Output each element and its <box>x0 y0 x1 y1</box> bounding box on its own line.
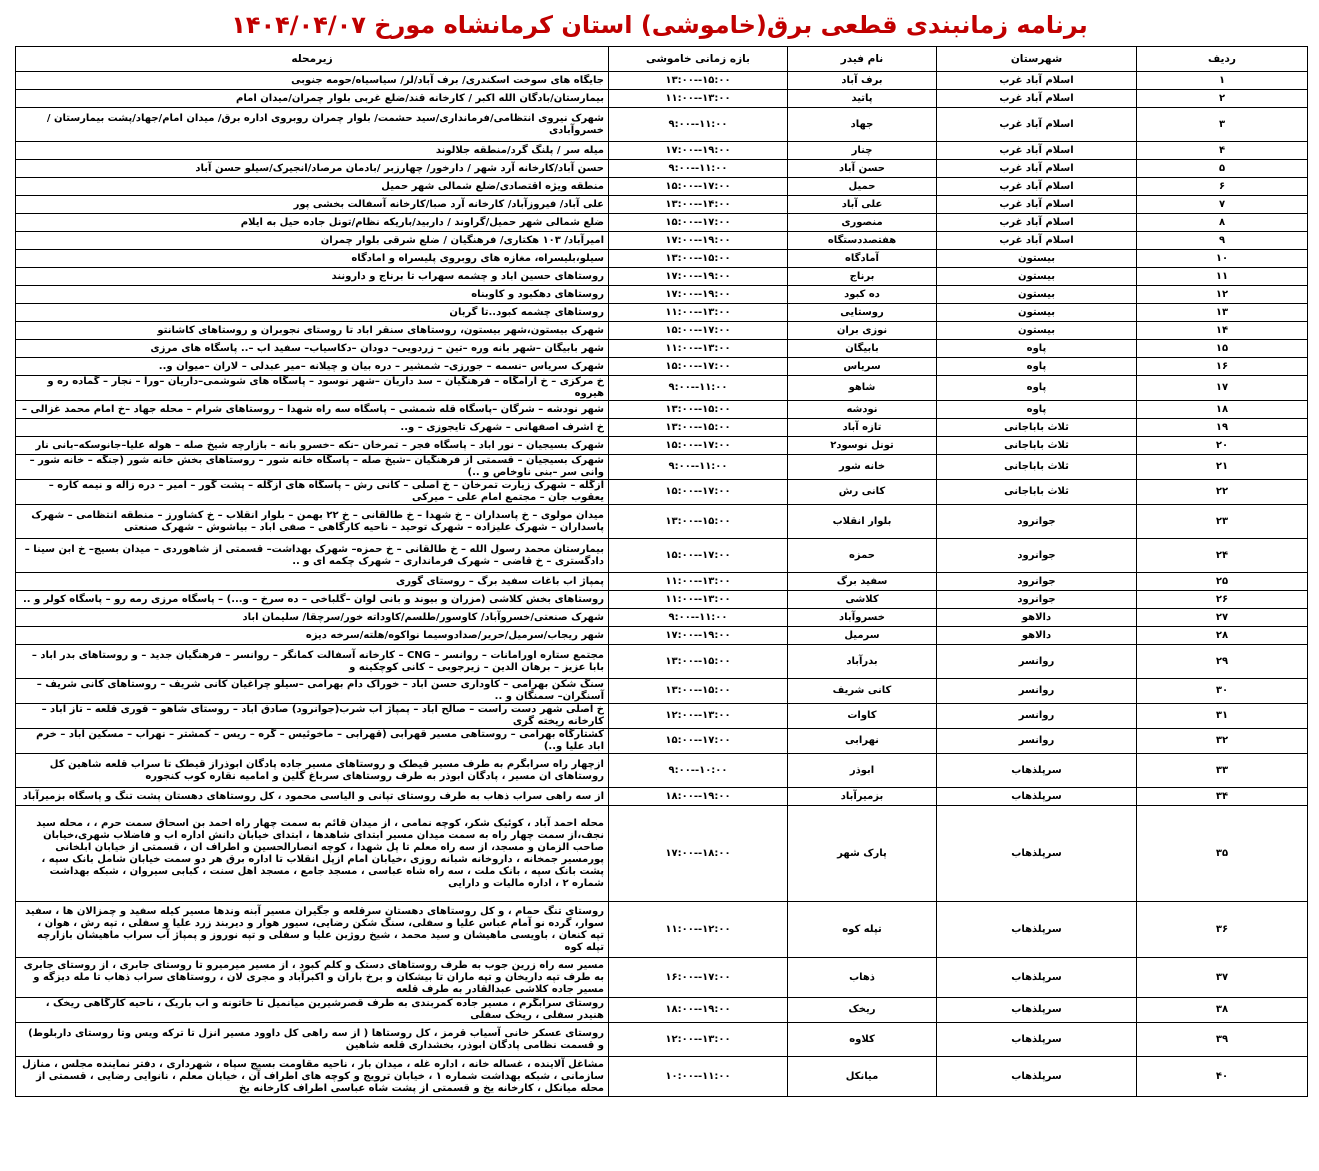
time-window-cell: ۱۸:۰۰--۱۹:۰۰ <box>609 788 788 806</box>
area-cell: شهر نودشه – شرگان –پاسگاه قله شمشی – پاسگاه سه راه شهدا – روستاهای شرام – محله جهاد –خ امام محمد غزالی – <box>16 401 609 419</box>
area-cell: روستای سرابگرم ، مسیر جاده کمربندی به طرف قصرشیرین میانمیل تا خاتونه و اب باریک ، ناحیه کارگاهی ریخک ، هنیدر سفلی ، ریخک سفلی <box>16 998 609 1023</box>
feeder-cell: برف آباد <box>788 72 937 90</box>
city-cell: اسلام آباد غرب <box>937 232 1137 250</box>
table-row <box>16 196 1308 214</box>
feeder-cell: سریاس <box>788 358 937 376</box>
table-row <box>16 304 1308 322</box>
area-cell: علی آباد/ فیروزآباد/ کارخانه آرد صبا/کارخانه آسفالت بخشی پور <box>16 196 609 214</box>
feeder-cell: سرمیل <box>788 627 937 645</box>
table-row <box>16 902 1308 958</box>
time-window-cell: ۹:۰۰--۱۱:۰۰ <box>609 108 788 142</box>
table-row <box>16 322 1308 340</box>
feeder-cell: ابوذر <box>788 754 937 788</box>
city-cell: اسلام آباد غرب <box>937 72 1137 90</box>
header-area: زیرمحله <box>16 47 609 72</box>
row-number: ۷ <box>1137 196 1308 214</box>
city-cell: پاوه <box>937 401 1137 419</box>
city-cell: جوانرود <box>937 539 1137 573</box>
city-cell: اسلام آباد غرب <box>937 160 1137 178</box>
city-cell: اسلام آباد غرب <box>937 108 1137 142</box>
table-row <box>16 573 1308 591</box>
area-cell: روستاهای دهکبود و کاوبناه <box>16 286 609 304</box>
table-row <box>16 340 1308 358</box>
time-window-cell: ۱۳:۰۰--۱۵:۰۰ <box>609 679 788 704</box>
row-number: ۴ <box>1137 142 1308 160</box>
time-window-cell: ۱۳:۰۰--۱۵:۰۰ <box>609 401 788 419</box>
row-number: ۱۹ <box>1137 419 1308 437</box>
feeder-cell: سفید برگ <box>788 573 937 591</box>
row-number: ۳۵ <box>1137 806 1308 902</box>
area-cell: جایگاه های سوخت اسکندری/ برف آباد/لر/ سیاسیاه/حومه جنوبی <box>16 72 609 90</box>
time-window-cell: ۱۵:۰۰--۱۷:۰۰ <box>609 214 788 232</box>
table-row <box>16 704 1308 729</box>
table-row <box>16 627 1308 645</box>
table-row <box>16 419 1308 437</box>
row-number: ۳۶ <box>1137 902 1308 958</box>
city-cell: بیستون <box>937 304 1137 322</box>
feeder-cell: شاهو <box>788 376 937 401</box>
row-number: ۲۲ <box>1137 480 1308 505</box>
table-row <box>16 214 1308 232</box>
table-row <box>16 591 1308 609</box>
city-cell: اسلام آباد غرب <box>937 178 1137 196</box>
time-window-cell: ۱۶:۰۰--۱۷:۰۰ <box>609 958 788 998</box>
table-row <box>16 437 1308 455</box>
area-cell: پمپاژ اب باغات سفید برگ – روستای گوری <box>16 573 609 591</box>
table-row <box>16 358 1308 376</box>
row-number: ۳۳ <box>1137 754 1308 788</box>
time-window-cell: ۹:۰۰--۱۱:۰۰ <box>609 160 788 178</box>
time-window-cell: ۱۳:۰۰--۱۴:۰۰ <box>609 196 788 214</box>
time-window-cell: ۱۳:۰۰--۱۵:۰۰ <box>609 72 788 90</box>
feeder-cell: خسروآباد <box>788 609 937 627</box>
city-cell: دالاهو <box>937 609 1137 627</box>
table-row <box>16 645 1308 679</box>
city-cell: سرپلذهاب <box>937 788 1137 806</box>
table-row <box>16 401 1308 419</box>
area-cell: میله سر / پلنگ گرد/منطقه جلالوند <box>16 142 609 160</box>
table-row <box>16 505 1308 539</box>
feeder-cell: هفتصددستگاه <box>788 232 937 250</box>
feeder-cell: چنار <box>788 142 937 160</box>
table-row <box>16 232 1308 250</box>
row-number: ۳۸ <box>1137 998 1308 1023</box>
time-window-cell: ۹:۰۰--۱۱:۰۰ <box>609 376 788 401</box>
city-cell: سرپلذهاب <box>937 1057 1137 1097</box>
table-row <box>16 480 1308 505</box>
row-number: ۲۴ <box>1137 539 1308 573</box>
feeder-cell: نودشه <box>788 401 937 419</box>
time-window-cell: ۱۳:۰۰--۱۵:۰۰ <box>609 505 788 539</box>
city-cell: روانسر <box>937 729 1137 754</box>
row-number: ۳۱ <box>1137 704 1308 729</box>
page-title: برنامه زمانبندی قطعی برق(خاموشی) استان کرمانشاه مورخ ۱۴۰۴/۰۴/۰۷ <box>231 11 1088 39</box>
city-cell: روانسر <box>937 645 1137 679</box>
time-window-cell: ۱۱:۰۰--۱۳:۰۰ <box>609 340 788 358</box>
table-row <box>16 998 1308 1023</box>
area-cell: محله احمد آباد ، کوئیک شکر، کوچه نمامی ، از میدان قائم به سمت چهار راه احمد بن اسحاق سمت حرم ، ، محله سید نجف،از سمت چهار راه به سمت میدان مسیر ابتدای شاهدها ، ابتدای خیابان دانش اداره اب و فاضلاب شهری،خیابان صاحب الزمان و مسجد، از سه راه معلم تا پل شهدا ، کوچه انصارالحسین و اطراف ان ، قسمتی از خیابان ابلخانی پورمسیر جمخانه ، داروخانه شبانه روزی ،خیابان امام ازپل انقلاب تا اداره برق هر دو سمت خیابان شامل بانک سپه ، پشت بانک سپه ، بانک ملت ، سه راه شاه عباسی ، مسجد جامع ، مسجد اهل سنت ، کبابی سیروان ، شبکه بهداشت شماره ۲ ، اداره مالیات و دارایی <box>16 806 609 902</box>
area-cell: از سه راهی سراب ذهاب به طرف روستای تپانی و الیاسی محمود ، کل روستاهای دهستان پشت تنگ و پاسگاه بزمیرآباد <box>16 788 609 806</box>
area-cell: ازگله – شهرک زیارت تمرخان – خ اصلی – کانی رش – پاسگاه های ازگله – پشت گور – امیر – دره زاله و نیمه کاره – یعقوب جان – مجتمع امام علی – میرکی <box>16 480 609 505</box>
city-cell: سرپلذهاب <box>937 902 1137 958</box>
area-cell: مجتمع ستاره اورامانات – روانسر – CNG – کارخانه آسفالت کمانگر – روانسر – فرهنگیان جدید – و روستاهای بدر اباد – بابا عزیز – برهان الدین – زیرجوبی – کانی کوچکینه و <box>16 645 609 679</box>
feeder-cell: تازه آباد <box>788 419 937 437</box>
city-cell: اسلام آباد غرب <box>937 142 1137 160</box>
area-cell: شهرک بسیجیان – نور اباد – پاسگاه فجر – تمرخان –نکه –خسرو بانه – بازارچه شیخ صله – هوله علیا–جانوسکه–بانی نار <box>16 437 609 455</box>
table-row <box>16 806 1308 902</box>
row-number: ۱۸ <box>1137 401 1308 419</box>
area-cell: مشاغل آلاینده ، غساله خانه ، اداره غله ، میدان بار ، ناحیه مقاومت بسیج سپاه ، شهرداری ، دفتر نماینده مجلس ، منازل سازمانی ، شبکه بهداشت شماره ۱ ، خیابان ترویج و کوچه های اطراف آن ، خیابان معلم ، نانوایی رضایی ، قسمتی از محله میانکل ، کارخانه یخ و قسمتی از پشت شاه عباسی اطراف کارخانه یخ <box>16 1057 609 1097</box>
feeder-cell: پارک شهر <box>788 806 937 902</box>
table-row <box>16 286 1308 304</box>
table-row <box>16 1023 1308 1057</box>
row-number: ۱۶ <box>1137 358 1308 376</box>
area-cell: کشتارگاه بهرامی – روستاهی مسیر قهرابی (قهرابی – ماخوئیس – گره – ریس – کمشتر – نهراب – مسکین اباد – خرم اباد علیا و..) <box>16 729 609 754</box>
feeder-cell: آمادگاه <box>788 250 937 268</box>
table-row <box>16 958 1308 998</box>
table-row <box>16 250 1308 268</box>
city-cell: روانسر <box>937 704 1137 729</box>
area-cell: منطقه ویژه اقتصادی/ضلع شمالی شهر حمیل <box>16 178 609 196</box>
area-cell: روستاهای حسین اباد و چشمه سهراب تا برناج و دارونند <box>16 268 609 286</box>
city-cell: بیستون <box>937 286 1137 304</box>
header-row-number: ردیف <box>1137 47 1308 72</box>
table-row <box>16 609 1308 627</box>
time-window-cell: ۱۷:۰۰--۱۹:۰۰ <box>609 268 788 286</box>
time-window-cell: ۱۲:۰۰--۱۳:۰۰ <box>609 1023 788 1057</box>
time-window-cell: ۱۳:۰۰--۱۵:۰۰ <box>609 250 788 268</box>
city-cell: بیستون <box>937 268 1137 286</box>
area-cell: مسیر سه راه زرین جوب به طرف روستاهای دستک و کلم کبود ، از مسیر میرمیرو تا روستای جابری ، از روستای جابری به طرف تپه داریخان و تپه ماران تا بیشکان و برخ باران و اکبرآباد و مجری لان ، روستاهای سراب ذهاب تا مله دیزگه و مسیر جاده کلاشی عبدالقادر به طرف قلعه <box>16 958 609 998</box>
city-cell: دالاهو <box>937 627 1137 645</box>
city-cell: اسلام آباد غرب <box>937 214 1137 232</box>
feeder-cell: منصوری <box>788 214 937 232</box>
city-cell: اسلام آباد غرب <box>937 90 1137 108</box>
city-cell: ثلاث باباجانی <box>937 419 1137 437</box>
feeder-cell: بدرآباد <box>788 645 937 679</box>
header-time-window: بازه زمانی خاموشی <box>609 47 788 72</box>
row-number: ۳۴ <box>1137 788 1308 806</box>
time-window-cell: ۱۵:۰۰--۱۷:۰۰ <box>609 539 788 573</box>
area-cell: شهرک سریاس –نسمه – جورزی– شمشیر – دره بیان و چیلانه –میر عبدلی – لاران –میوان و.. <box>16 358 609 376</box>
time-window-cell: ۱۷:۰۰--۱۹:۰۰ <box>609 286 788 304</box>
feeder-cell: بزمیرآباد <box>788 788 937 806</box>
row-number: ۱۵ <box>1137 340 1308 358</box>
table-row <box>16 754 1308 788</box>
area-cell: شهرک بیستون،شهر بیستون، روستاهای سنقر اباد تا روستای نجوبران و روستاهای کاشانتو <box>16 322 609 340</box>
feeder-cell: نوزی بران <box>788 322 937 340</box>
row-number: ۱۱ <box>1137 268 1308 286</box>
row-number: ۲ <box>1137 90 1308 108</box>
time-window-cell: ۱۸:۰۰--۱۹:۰۰ <box>609 998 788 1023</box>
city-cell: روانسر <box>937 679 1137 704</box>
row-number: ۳۲ <box>1137 729 1308 754</box>
feeder-cell: تپله کوه <box>788 902 937 958</box>
table-row <box>16 142 1308 160</box>
table-row <box>16 1057 1308 1097</box>
area-cell: شهر ریجاب/سرمیل/حریر/صدادوسیما نواکوه/هلته/سرخه دیزه <box>16 627 609 645</box>
table-row <box>16 376 1308 401</box>
feeder-cell: کلاوه <box>788 1023 937 1057</box>
time-window-cell: ۱۱:۰۰--۱۳:۰۰ <box>609 304 788 322</box>
area-cell: ازچهار راه سرابگرم به طرف مسیر قیطک و روستاهای مسیر جاده پادگان ابوذراز قیطک تا سراب قلعه شاهین کل روستاهای ان مسیر ، پادگان ابوذر به طرف روستاهای سرباغ گلین و امامیه نقاره کوب کنجوره <box>16 754 609 788</box>
time-window-cell: ۹:۰۰--۱۱:۰۰ <box>609 609 788 627</box>
time-window-cell: ۱۵:۰۰--۱۷:۰۰ <box>609 178 788 196</box>
area-cell: شهرک نیروی انتظامی/فرمانداری/سید حشمت/ بلوار چمران روبروی اداره برق/ میدان امام/جهاد/پشت بیمارستان / خسروآبادی <box>16 108 609 142</box>
city-cell: جوانرود <box>937 591 1137 609</box>
feeder-cell: خانه شور <box>788 455 937 480</box>
time-window-cell: ۱۱:۰۰--۱۳:۰۰ <box>609 591 788 609</box>
area-cell: بیمارستان محمد رسول الله – خ طالقانی – خ حمزه– شهرک بهداشت– قسمتی از شاهوردی – میدان بسیج– خ ابن سینا – دادگستری – خ قاضی – شهرک فرمانداری – شهرک چکمه ای و .. <box>16 539 609 573</box>
time-window-cell: ۱۷:۰۰--۱۸:۰۰ <box>609 806 788 902</box>
time-window-cell: ۱۳:۰۰--۱۵:۰۰ <box>609 645 788 679</box>
row-number: ۹ <box>1137 232 1308 250</box>
area-cell: شهرک بسیجیان – قسمتی از فرهنگیان –شیخ صله – پاسگاه خانه شور – روستاهای بخش خانه شور (جنگه – خانه شور –وانی سر –بنی ناوخاص و ..) <box>16 455 609 480</box>
time-window-cell: ۱۵:۰۰--۱۷:۰۰ <box>609 322 788 340</box>
feeder-cell: ده کبود <box>788 286 937 304</box>
row-number: ۳۰ <box>1137 679 1308 704</box>
feeder-cell: حسن آباد <box>788 160 937 178</box>
area-cell: روستای عسکر خانی آسیاب قرمز ، کل روستاها ( از سه راهی کل داوود مسیر انزل تا ترکه ویس وتا روستای داربلوط) و قسمت نظامی پادگان ابوذر، بخشداری قلعه شاهین <box>16 1023 609 1057</box>
time-window-cell: ۱۱:۰۰--۱۳:۰۰ <box>609 90 788 108</box>
time-window-cell: ۱۱:۰۰--۱۲:۰۰ <box>609 902 788 958</box>
time-window-cell: ۱۳:۰۰--۱۵:۰۰ <box>609 419 788 437</box>
area-cell: خ اصلی شهر دست راست – صالح اباد – پمپاژ اب شرب(جوانرود) صادق اباد – روستای شاهو – قوری قلعه – تاز اباد – کارخانه ریخته گری <box>16 704 609 729</box>
city-cell: بیستون <box>937 250 1137 268</box>
row-number: ۳ <box>1137 108 1308 142</box>
table-row <box>16 160 1308 178</box>
area-cell: شهر بابیگان –شهر بانه وره –تین – زردویی– دودان –دکاسیاب– سفید اب –.. پاسگاه های مرزی <box>16 340 609 358</box>
row-number: ۱۰ <box>1137 250 1308 268</box>
area-cell: روستاهای چشمه کبود..تا گربان <box>16 304 609 322</box>
row-number: ۲۹ <box>1137 645 1308 679</box>
city-cell: سرپلذهاب <box>937 958 1137 998</box>
city-cell: ثلاث باباجانی <box>937 437 1137 455</box>
time-window-cell: ۱۷:۰۰--۱۹:۰۰ <box>609 142 788 160</box>
time-window-cell: ۱۵:۰۰--۱۷:۰۰ <box>609 729 788 754</box>
table-row <box>16 788 1308 806</box>
area-cell: امیرآباد/ ۱۰۳ هکتاری/ فرهنگیان / ضلع شرقی بلوار چمران <box>16 232 609 250</box>
row-number: ۴۰ <box>1137 1057 1308 1097</box>
time-window-cell: ۹:۰۰--۱۱:۰۰ <box>609 455 788 480</box>
feeder-cell: بلوار انقلاب <box>788 505 937 539</box>
table-row <box>16 72 1308 90</box>
feeder-cell: جهاد <box>788 108 937 142</box>
feeder-cell: حمزه <box>788 539 937 573</box>
table-row <box>16 455 1308 480</box>
row-number: ۳۹ <box>1137 1023 1308 1057</box>
time-window-cell: ۱۵:۰۰--۱۷:۰۰ <box>609 480 788 505</box>
city-cell: ثلاث باباجانی <box>937 480 1137 505</box>
time-window-cell: ۱۲:۰۰--۱۳:۰۰ <box>609 704 788 729</box>
area-cell: حسن آباد/کارخانه آرد شهر / دارخور/ چهارزبر /بادمان مرصاد/انجیرک/سیلو حسن آباد <box>16 160 609 178</box>
feeder-cell: ریخک <box>788 998 937 1023</box>
feeder-cell: تونل نوسود۲ <box>788 437 937 455</box>
area-cell: میدان مولوی – خ پاسداران – خ شهدا – خ طالقانی – خ ۲۲ بهمن – بلوار انقلاب – خ کشاورز – منطقه انتظامی – شهرک پاسداران – شهرک علیزاده – شهرک توحید – ناحیه کارگاهی – صفی اباد – بیاشوش – شهرک صنعتی <box>16 505 609 539</box>
feeder-cell: نهرابی <box>788 729 937 754</box>
table-row <box>16 539 1308 573</box>
table-row <box>16 108 1308 142</box>
city-cell: جوانرود <box>937 573 1137 591</box>
feeder-cell: پاتید <box>788 90 937 108</box>
city-cell: پاوه <box>937 358 1137 376</box>
row-number: ۶ <box>1137 178 1308 196</box>
feeder-cell: علی آباد <box>788 196 937 214</box>
feeder-cell: حمیل <box>788 178 937 196</box>
feeder-cell: کاوات <box>788 704 937 729</box>
row-number: ۲۱ <box>1137 455 1308 480</box>
row-number: ۱۳ <box>1137 304 1308 322</box>
area-cell: روستای تنگ حمام ، و کل روستاهای دهستان سرقلعه و جگیران مسیر آبنه وندها مسیر کیله سفید و چمزالان ها ، سفید سوار، گرده نو آمام عباس علیا و سفلی، سنگ شکن رضایی، سیور هوار و دیربند زرد علیا و سفلی ، تپه رش ، هوان ، تپه کنعان ، باویسی ماهیشان و سید محمد ، شیخ روژین علیا و سفلی و تپه نوروز و پمپاژ آب سراب ماهیشان بازارچه تپله کوه <box>16 902 609 958</box>
time-window-cell: ۱۷:۰۰--۱۹:۰۰ <box>609 232 788 250</box>
row-number: ۸ <box>1137 214 1308 232</box>
row-number: ۱۴ <box>1137 322 1308 340</box>
time-window-cell: ۹:۰۰--۱۰:۰۰ <box>609 754 788 788</box>
time-window-cell: ۱۰:۰۰--۱۱:۰۰ <box>609 1057 788 1097</box>
feeder-cell: ذهاب <box>788 958 937 998</box>
feeder-cell: روستایی <box>788 304 937 322</box>
feeder-cell: کانی شریف <box>788 679 937 704</box>
feeder-cell: برناج <box>788 268 937 286</box>
time-window-cell: ۱۵:۰۰--۱۷:۰۰ <box>609 437 788 455</box>
table-row <box>16 268 1308 286</box>
row-number: ۵ <box>1137 160 1308 178</box>
row-number: ۲۳ <box>1137 505 1308 539</box>
time-window-cell: ۱۱:۰۰--۱۳:۰۰ <box>609 573 788 591</box>
area-cell: شهرک صنعتی/خسروآباد/ کاوسور/طلسم/کاوداته خور/سرچقا/ سلیمان اباد <box>16 609 609 627</box>
time-window-cell: ۱۵:۰۰--۱۷:۰۰ <box>609 358 788 376</box>
time-window-cell: ۱۷:۰۰--۱۹:۰۰ <box>609 627 788 645</box>
city-cell: بیستون <box>937 322 1137 340</box>
city-cell: سرپلذهاب <box>937 998 1137 1023</box>
row-number: ۲۶ <box>1137 591 1308 609</box>
row-number: ۳۷ <box>1137 958 1308 998</box>
city-cell: اسلام آباد غرب <box>937 196 1137 214</box>
header-city: شهرستان <box>937 47 1137 72</box>
row-number: ۱۲ <box>1137 286 1308 304</box>
area-cell: سنگ شکن بهرامی – کاوداری حسن اباد – خوراک دام بهرامی –سیلو چراغیان کانی شریف – روستاهای کانی شریف – آسنگران– سمنگان و .. <box>16 679 609 704</box>
area-cell: روستاهای بخش کلاشی (مزران و بیوند و بانی لوان –گلباخی – ده سرخ – و...) – پاسگاه مرزی رمه رو – پاسگاه کولر و .. <box>16 591 609 609</box>
area-cell: ضلع شمالی شهر حمیل/گراوند / داربید/باریکه نظام/تونل جاده حیل به ایلام <box>16 214 609 232</box>
feeder-cell: میانکل <box>788 1057 937 1097</box>
schedule-table <box>15 46 1308 1097</box>
city-cell: پاوه <box>937 376 1137 401</box>
city-cell: ثلاث باباجانی <box>937 455 1137 480</box>
table-row <box>16 90 1308 108</box>
city-cell: سرپلذهاب <box>937 1023 1137 1057</box>
row-number: ۱ <box>1137 72 1308 90</box>
row-number: ۲۸ <box>1137 627 1308 645</box>
city-cell: جوانرود <box>937 505 1137 539</box>
feeder-cell: بابیگان <box>788 340 937 358</box>
area-cell: سیلو،بلیسراه، مغازه های روبروی پلیسراه و امادگاه <box>16 250 609 268</box>
table-row <box>16 679 1308 704</box>
header-feeder: نام فیدر <box>788 47 937 72</box>
city-cell: سرپلذهاب <box>937 754 1137 788</box>
area-cell: بیمارستان/بادگان الله اکبر / کارخانه قند/ضلع غربی بلوار چمران/میدان امام <box>16 90 609 108</box>
row-number: ۲۷ <box>1137 609 1308 627</box>
table-row <box>16 178 1308 196</box>
city-cell: پاوه <box>937 340 1137 358</box>
header-row <box>16 47 1308 72</box>
area-cell: خ اشرف اصفهانی – شهرک تایجوزی – و.. <box>16 419 609 437</box>
feeder-cell: کانی رش <box>788 480 937 505</box>
area-cell: خ مرکزی – خ آرامگاه – فرهنگیان – سد داریان –شهر نوسود – پاسگاه های شوشمی–داریان –ورا – نجار – گماده ره و هیروه <box>16 376 609 401</box>
table-row <box>16 729 1308 754</box>
row-number: ۲۵ <box>1137 573 1308 591</box>
row-number: ۲۰ <box>1137 437 1308 455</box>
row-number: ۱۷ <box>1137 376 1308 401</box>
feeder-cell: کلاشی <box>788 591 937 609</box>
city-cell: سرپلذهاب <box>937 806 1137 902</box>
